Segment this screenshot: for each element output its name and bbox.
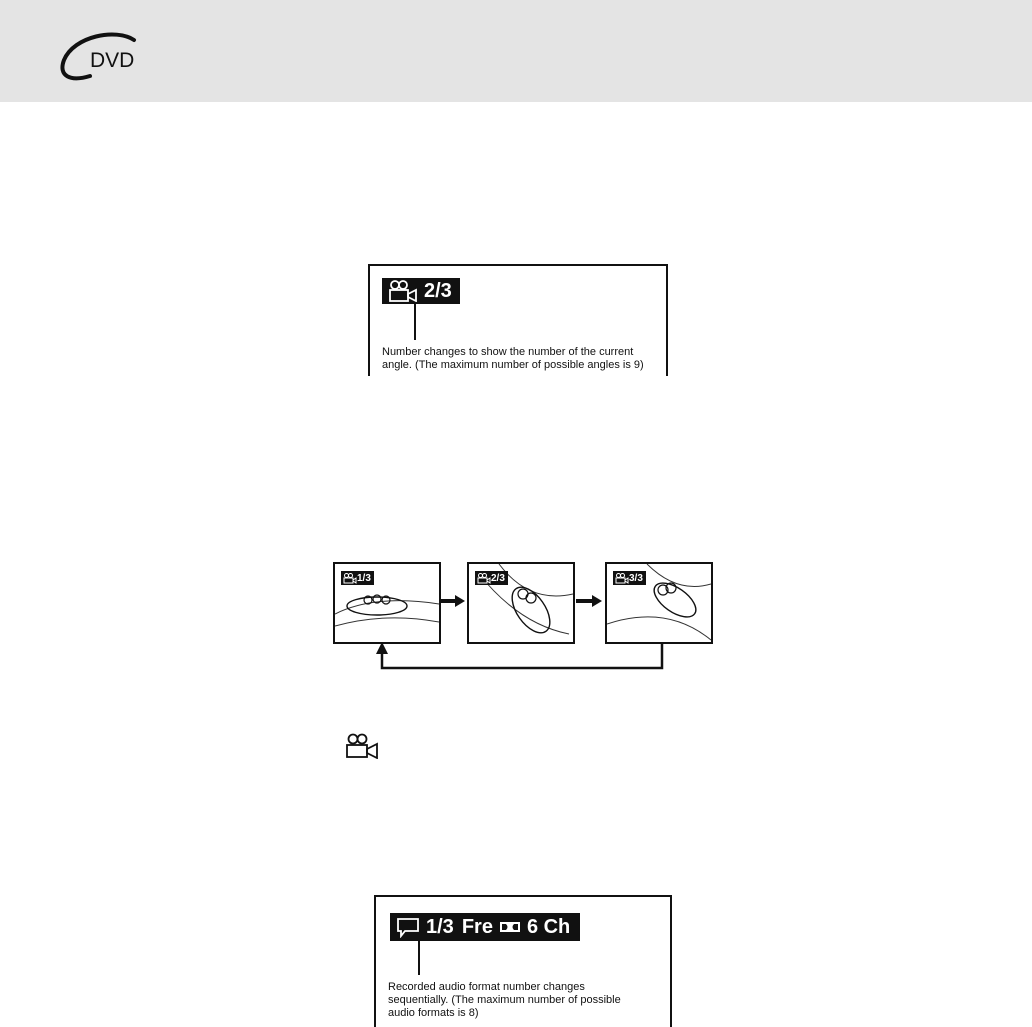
audio-osd-bar [390, 913, 580, 941]
angle-pointer-line [414, 304, 416, 340]
camera-angle-icon [345, 733, 379, 759]
angle-osd-value: 2/3 [424, 279, 452, 302]
arrow-right-icon [437, 595, 467, 607]
angle-frame-2-osd: 2/3 [475, 571, 508, 585]
audio-note: Recorded audio format number changes sequentially. (The maximum number of possible audio formats is 8) [388, 981, 621, 1019]
audio-osd-language: Fre [461, 915, 493, 938]
audio-pointer-line [418, 941, 420, 975]
audio-display-panel [374, 895, 672, 1027]
angle-osd-bar [382, 278, 460, 304]
arrow-right-icon [574, 595, 604, 607]
speech-bubble-icon [396, 916, 420, 938]
audio-osd-channels: 6 Ch [526, 915, 571, 938]
loop-arrow-icon [376, 640, 668, 676]
audio-osd-number: 1/3 [426, 915, 454, 938]
angle-frame-2 [467, 562, 575, 644]
angle-frame-3-osd: 3/3 [613, 571, 646, 585]
angle-frame-1 [333, 562, 441, 644]
camera-angle-icon [388, 280, 418, 302]
dvd-logo-text: DVD [90, 49, 135, 72]
page-header [0, 0, 1032, 102]
angle-frame-3 [605, 562, 713, 644]
angle-note: Number changes to show the number of the current angle. (The maximum number of possible angles is 9) [382, 346, 644, 371]
dolby-icon [499, 920, 521, 934]
angle-frame-1-osd: 1/3 [341, 571, 374, 585]
angle-display-panel [368, 264, 668, 376]
